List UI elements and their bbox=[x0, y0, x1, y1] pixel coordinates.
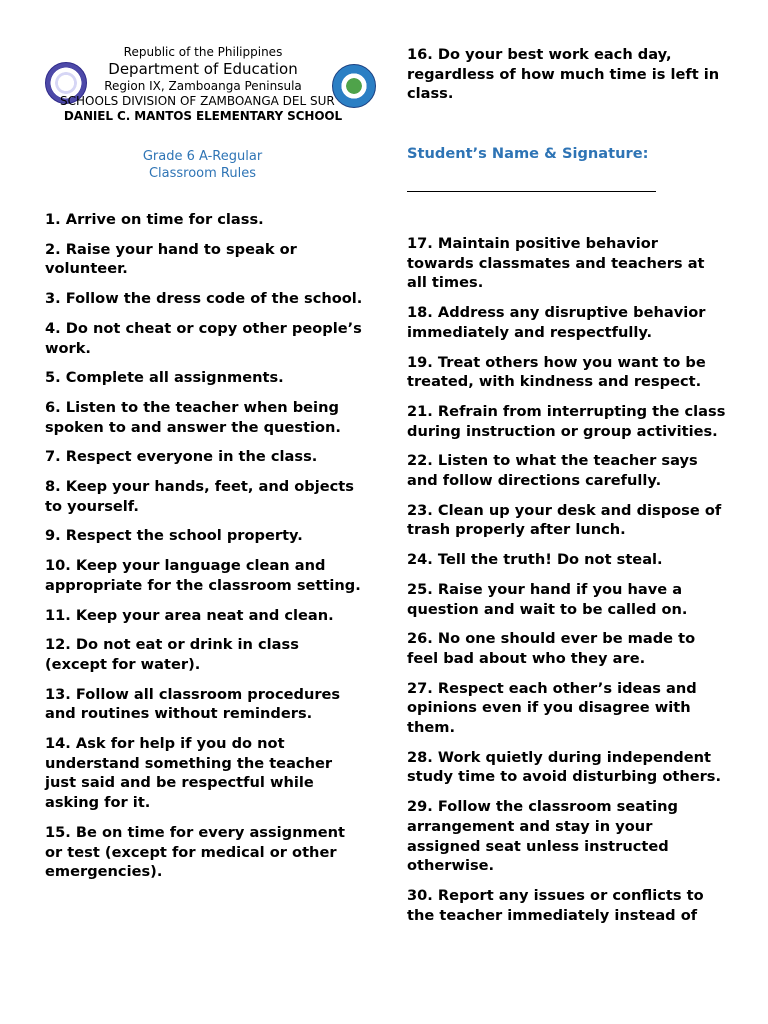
rule-item: 29. Follow the classroom seating arrangement and stay in your assigned seat unless instructed otherwise. bbox=[407, 798, 678, 875]
rule-item: 4. Do not cheat or copy other people’s work. bbox=[45, 319, 362, 357]
rule-item: 3. Follow the dress code of the school. bbox=[45, 290, 363, 308]
rule-item: 13. Follow all classroom procedures and routines without reminders. bbox=[45, 685, 341, 723]
rules-list-right-bottom bbox=[407, 234, 727, 935]
document-header bbox=[44, 44, 364, 128]
signature-label: Student’s Name & Signature: bbox=[407, 145, 649, 162]
rule-item: 12. Do not eat or drink in class (except for water). bbox=[45, 636, 299, 673]
rule-item: 19. Treat others how you want to be treated, with kindness and respect. bbox=[407, 353, 706, 391]
department-name: Department of Education bbox=[108, 60, 298, 78]
rule-item: 1. Arrive on time for class. bbox=[45, 211, 264, 228]
rule-item: 6. Listen to the teacher when being spoken to and answer the question. bbox=[45, 398, 341, 436]
signature-line bbox=[407, 191, 656, 192]
division-line: SCHOOLS DIVISION OF ZAMBOANGA DEL SUR bbox=[60, 94, 335, 108]
rule-item: 17. Maintain positive behavior towards classmates and teachers at all times. bbox=[407, 235, 705, 292]
rule-item: 24. Tell the truth! Do not steal. bbox=[407, 551, 663, 569]
rules-list-left bbox=[45, 210, 363, 892]
rule-item: 9. Respect the school property. bbox=[45, 527, 303, 545]
republic-line: Republic of the Philippines bbox=[123, 45, 283, 59]
rules-list-right-top bbox=[407, 45, 727, 114]
rule-item: 30. Report any issues or conflicts to the teacher immediately instead of bbox=[407, 886, 704, 924]
rule-item: 27. Respect each other’s ideas and opinions even if you disagree with them. bbox=[407, 679, 697, 737]
rule-item: 16. Do your best work each day, regardless of how much time is left in class. bbox=[407, 46, 720, 103]
rule-item: 15. Be on time for every assignment or test (except for medical or other emergencies). bbox=[45, 823, 345, 881]
rule-item: 5. Complete all assignments. bbox=[45, 369, 284, 387]
grade-section: Grade 6 A-Regular bbox=[142, 149, 263, 164]
rule-item: 8. Keep your hands, feet, and objects to yourself. bbox=[45, 478, 354, 515]
rule-item: 18. Address any disruptive behavior immediately and respectfully. bbox=[407, 304, 706, 341]
page-title: Classroom Rules bbox=[148, 166, 257, 181]
rule-item: 14. Ask for help if you do not understand something the teacher just said and be respectful while asking for it. bbox=[45, 735, 333, 812]
rule-item: 21. Refrain from interrupting the class during instruction or group activities. bbox=[407, 402, 726, 440]
rule-item: 23. Clean up your desk and dispose of trash properly after lunch. bbox=[407, 501, 722, 539]
rule-item: 2. Raise your hand to speak or volunteer. bbox=[45, 240, 297, 278]
school-name: DANIEL C. MANTOS ELEMENTARY SCHOOL bbox=[63, 109, 343, 123]
rule-item: 28. Work quietly during independent study time to avoid disturbing others. bbox=[407, 748, 722, 786]
rule-item: 7. Respect everyone in the class. bbox=[45, 448, 318, 466]
rule-item: 26. No one should ever be made to feel bad about who they are. bbox=[407, 630, 696, 667]
region-line: Region IX, Zamboanga Peninsula bbox=[104, 79, 302, 93]
rule-item: 25. Raise your hand if you have a question and wait to be called on. bbox=[407, 580, 688, 618]
rule-item: 22. Listen to what the teacher says and follow directions carefully. bbox=[407, 452, 698, 490]
rule-item: 11. Keep your area neat and clean. bbox=[45, 606, 334, 624]
rule-item: 10. Keep your language clean and appropriate for the classroom setting. bbox=[45, 557, 361, 594]
